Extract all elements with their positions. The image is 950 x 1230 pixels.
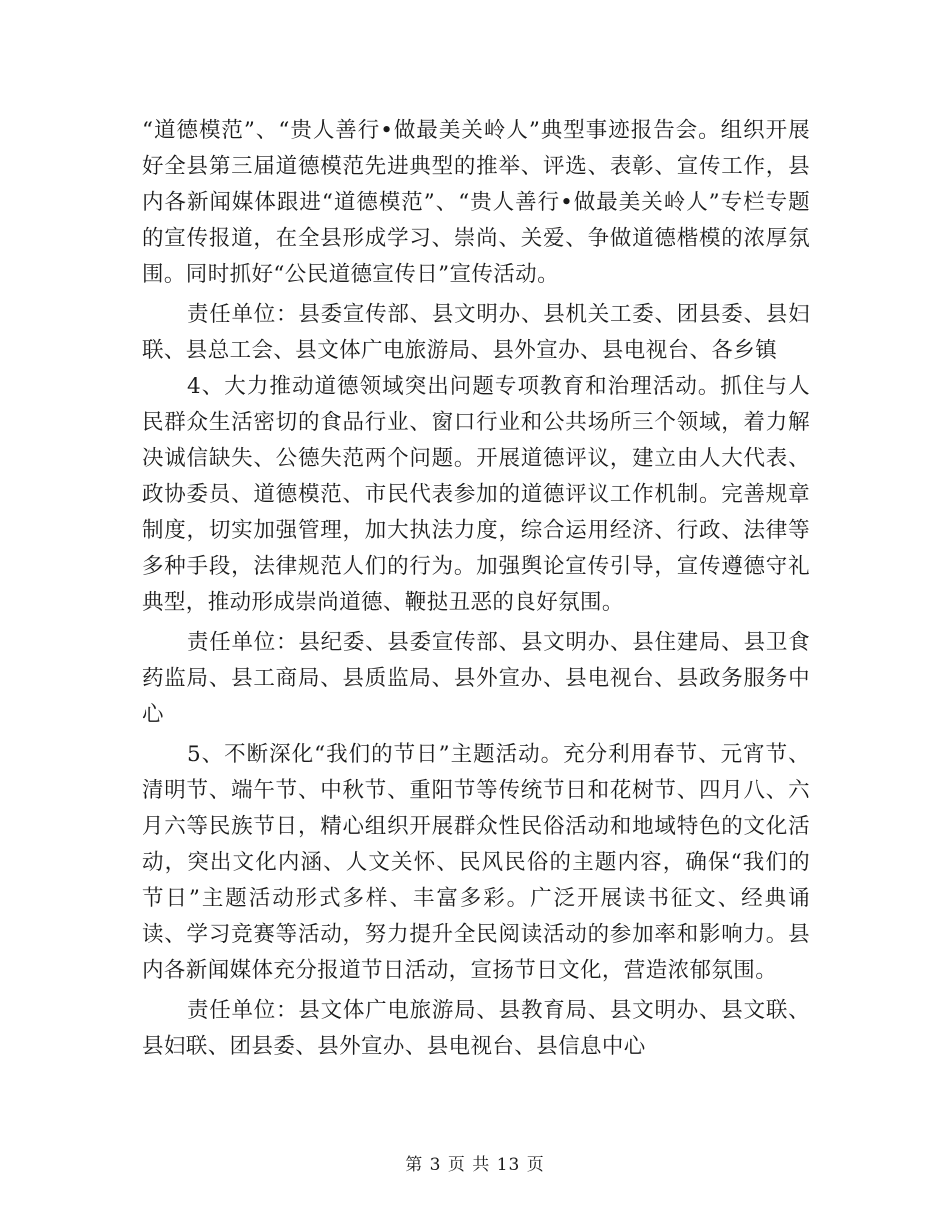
paragraph-item-5: 5、不断深化“我们的节日”主题活动。充分利用春节、元宵节、清明节、端午节、中秋节、重阳节等传统节日和花树节、四月八、六月六等民族节日，精心组织开展群众性民俗活动和地域特色的文化活动，突出文化内涵、人文关怀、民风民俗的主题内容，确保“我们的节日”主题活动形式多样、丰富多彩。广泛开展读书征文、经典诵读、学习竞赛等活动，努力提升全民阅读活动的参加率和影响力。县内各新闻媒体充分报道节日活动，宣扬节日文化，营造浓郁氛围。 <box>142 742 810 983</box>
document-body <box>142 113 810 1065</box>
responsible-units-1: 责任单位：县委宣传部、县文明办、县机关工委、团县委、县妇联、县总工会、县文体广电旅游局、县外宣办、县电视台、各乡镇 <box>142 302 810 363</box>
page-number-footer <box>0 1150 950 1175</box>
paragraph-moral-models-report: “道德模范”、“贵人善行•做最美关岭人”典型事迹报告会。组织开展好全县第三届道德模范先进典型的推举、评选、表彰、宣传工作，县内各新闻媒体跟进“道德模范”、“贵人善行•做最美关岭人”专栏专题的宣传报道，在全县形成学习、崇尚、关爱、争做道德楷模的浓厚氛围。同时抓好“公民道德宣传日”宣传活动。 <box>142 118 810 287</box>
responsible-units-3: 责任单位：县文体广电旅游局、县教育局、县文明办、县文联、县妇联、团县委、县外宣办、县电视台、县信息中心 <box>142 998 810 1059</box>
paragraph-item-4: 4、大力推动道德领域突出问题专项教育和治理活动。抓住与人民群众生活密切的食品行业、窗口行业和公共场所三个领域，着力解决诚信缺失、公德失范两个问题。开展道德评议，建立由人大代表、政协委员、道德模范、市民代表参加的道德评议工作机制。完善规章制度，切实加强管理，加大执法力度，综合运用经济、行政、法律等多种手段，法律规范人们的行为。加强舆论宣传引导，宣传遵德守礼典型，推动形成崇尚道德、鞭挞丑恶的良好氛围。 <box>142 374 810 615</box>
page-number-label: 第 3 页 共 13 页 <box>405 1155 545 1175</box>
responsible-units-2: 责任单位：县纪委、县委宣传部、县文明办、县住建局、县卫食药监局、县工商局、县质监局、县外宣办、县电视台、县政务服务中心 <box>142 630 810 727</box>
